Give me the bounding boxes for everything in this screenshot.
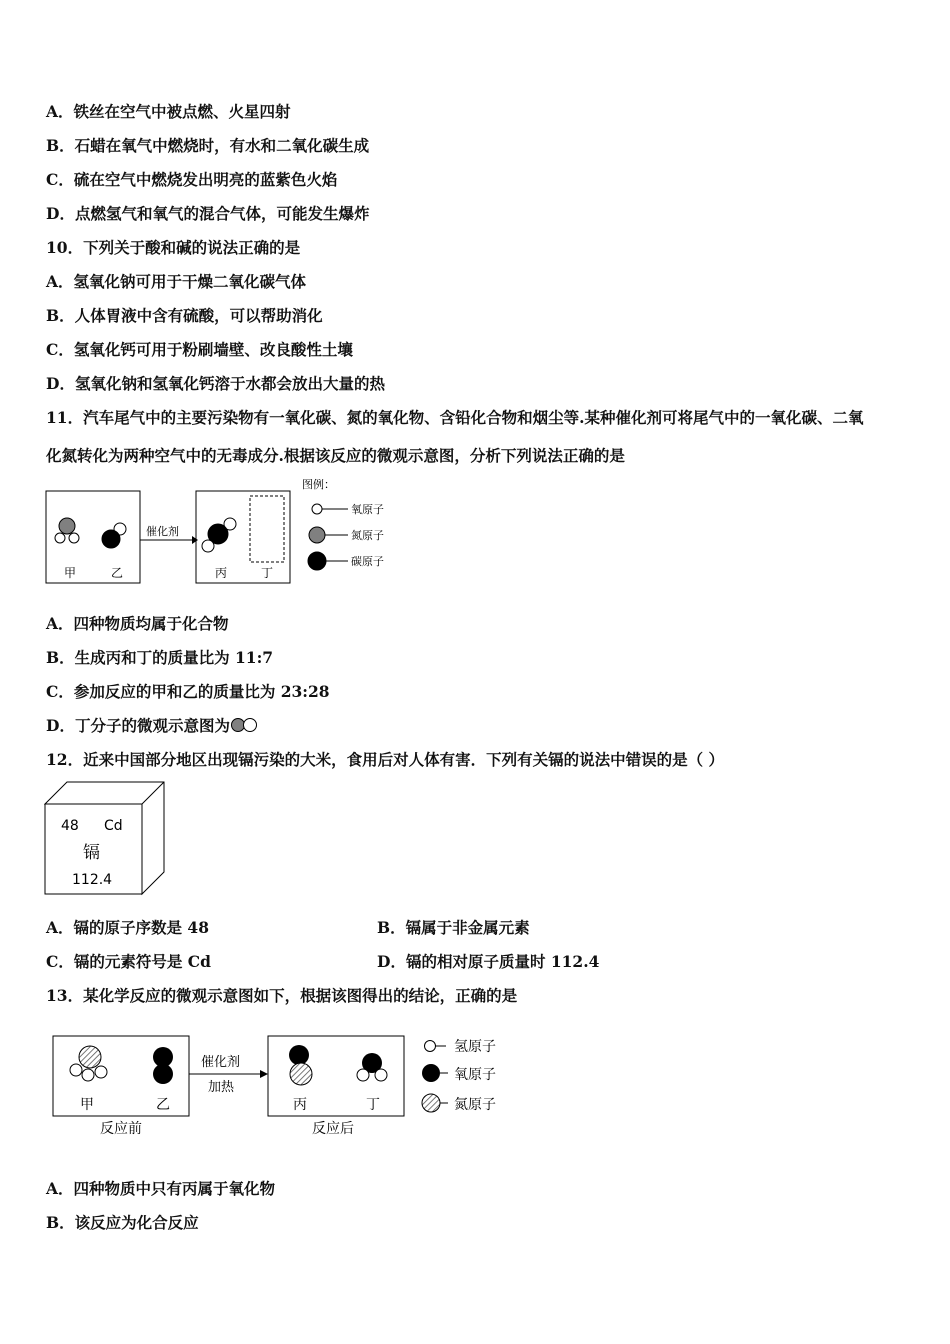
q13-heat-label: 加热 <box>208 1080 235 1095</box>
element-atomic-number: 48 <box>61 818 79 834</box>
q13-after-caption: 反应后 <box>312 1121 354 1137</box>
carbon-atom-icon <box>102 530 120 548</box>
oxygen-atom-icon <box>69 533 79 543</box>
q11-option-a: A．四种物质均属于化合物 <box>46 614 229 633</box>
oxygen-atom-icon <box>55 533 65 543</box>
q11-label-bing: 丙 <box>215 566 228 580</box>
q12-stem: 12．近来中国部分地区出现镉污染的大米，食用后对人体有害．下列有关镉的说法中错误的是（ ） <box>46 750 724 769</box>
q11-option-d <box>46 716 262 736</box>
element-name: 镉 <box>83 843 100 863</box>
n2-molecule-icon <box>230 716 262 734</box>
q13-molecule-yi <box>153 1047 173 1084</box>
cadmium-element-card <box>44 780 168 898</box>
q13-stem: 13．某化学反应的微观示意图如下，根据该图得出的结论，正确的是 <box>46 986 518 1005</box>
q13-legend-nitrogen: 氮原子 <box>454 1097 496 1113</box>
q13-label-ding: 丁 <box>366 1097 380 1113</box>
q13-molecule-bing <box>289 1045 312 1085</box>
q11-stem-line2: 化氮转化为两种空气中的无毒成分.根据该反应的微观示意图，分析下列说法正确的是 <box>46 446 625 465</box>
q11-option-c: C．参加反应的甲和乙的质量比为 23:28 <box>46 682 330 701</box>
q9-option-b: B．石蜡在氧气中燃烧时，有水和二氧化碳生成 <box>46 136 370 155</box>
hydrogen-atom-icon <box>70 1064 82 1076</box>
q11-stem-line1: 11．汽车尾气中的主要污染物有一氧化碳、氮的氧化物、含铅化合物和烟尘等.某种催化剂可将尾气中的一氧化碳、二氧 <box>46 408 864 427</box>
q11-label-jia: 甲 <box>64 566 77 580</box>
q13-label-jia: 甲 <box>80 1097 94 1113</box>
oxygen-atom-icon <box>202 540 214 552</box>
oxygen-atom-icon <box>312 504 322 514</box>
oxygen-atom-icon <box>153 1064 173 1084</box>
q13-option-a: A．四种物质中只有丙属于氧化物 <box>46 1179 276 1198</box>
q13-reaction-diagram <box>48 1026 518 1146</box>
q12-option-a: A．镉的原子序数是 48 <box>46 918 209 937</box>
nitrogen-atom-icon <box>290 1063 312 1085</box>
arrowhead-icon <box>192 536 198 544</box>
q9-option-c: C．硫在空气中燃烧发出明亮的蓝紫色火焰 <box>46 170 338 189</box>
q13-molecule-ding <box>357 1053 387 1081</box>
q13-legend-oxygen: 氧原子 <box>454 1067 496 1083</box>
q11-molecule-bing <box>202 518 236 552</box>
q10-stem: 10．下列关于酸和碱的说法正确的是 <box>46 238 301 257</box>
q11-unknown-ding-box <box>250 496 284 562</box>
q13-catalyst-label: 催化剂 <box>201 1055 241 1070</box>
q10-option-d: D．氢氧化钠和氢氧化钙溶于水都会放出大量的热 <box>46 374 385 393</box>
q10-option-a: A．氢氧化钠可用于干燥二氧化碳气体 <box>46 272 307 291</box>
oxygen-atom-icon <box>289 1045 309 1065</box>
q13-before-caption: 反应前 <box>100 1121 142 1137</box>
q11-label-yi: 乙 <box>111 566 124 580</box>
q13-label-bing: 丙 <box>293 1097 307 1113</box>
q12-option-b: B．镉属于非金属元素 <box>377 918 530 937</box>
q13-label-yi: 乙 <box>156 1097 170 1113</box>
q11-catalyst-label: 催化剂 <box>146 525 179 538</box>
nitrogen-atom-icon <box>59 518 75 534</box>
nitrogen-atom-icon <box>309 527 325 543</box>
q11-reaction-diagram <box>44 476 404 588</box>
q13-molecule-jia <box>70 1046 107 1081</box>
q11-legend-oxygen: 氧原子 <box>351 503 384 516</box>
q13-option-b: B．该反应为化合反应 <box>46 1213 199 1232</box>
element-symbol: Cd <box>104 818 123 834</box>
q11-legend-nitrogen: 氮原子 <box>351 529 384 542</box>
q13-legend-hydrogen: 氢原子 <box>454 1039 496 1055</box>
hydrogen-atom-icon <box>95 1066 107 1078</box>
q12-option-d: D．镉的相对原子质量时 112.4 <box>377 952 600 971</box>
q11-label-ding: 丁 <box>261 566 274 580</box>
hydrogen-atom-icon <box>425 1041 436 1052</box>
carbon-atom-icon <box>308 552 326 570</box>
q9-option-a: A．铁丝在空气中被点燃、火星四射 <box>46 102 291 121</box>
q10-option-b: B．人体胃液中含有硫酸，可以帮助消化 <box>46 306 323 325</box>
arrowhead-icon <box>260 1070 268 1078</box>
hydrogen-atom-icon <box>82 1069 94 1081</box>
q11-legend-title: 图例： <box>302 478 335 491</box>
q11-option-b: B．生成丙和丁的质量比为 11:7 <box>46 648 274 667</box>
q9-option-d: D．点燃氢气和氧气的混合气体，可能发生爆炸 <box>46 204 370 223</box>
nitrogen-atom-icon <box>422 1094 440 1112</box>
element-atomic-mass: 112.4 <box>72 872 113 888</box>
hydrogen-atom-icon <box>375 1069 387 1081</box>
q11-option-d-text: D．丁分子的微观示意图为 <box>46 716 230 735</box>
q11-molecule-yi <box>102 523 126 548</box>
q11-legend-carbon: 碳原子 <box>351 555 384 568</box>
hydrogen-atom-icon <box>357 1069 369 1081</box>
nitrogen-atom-icon <box>79 1046 101 1068</box>
q12-option-c: C．镉的元素符号是 Cd <box>46 952 211 971</box>
oxygen-atom-icon <box>422 1064 440 1082</box>
q11-molecule-jia <box>55 518 79 543</box>
q10-option-c: C．氢氧化钙可用于粉刷墙壁、改良酸性土壤 <box>46 340 353 359</box>
